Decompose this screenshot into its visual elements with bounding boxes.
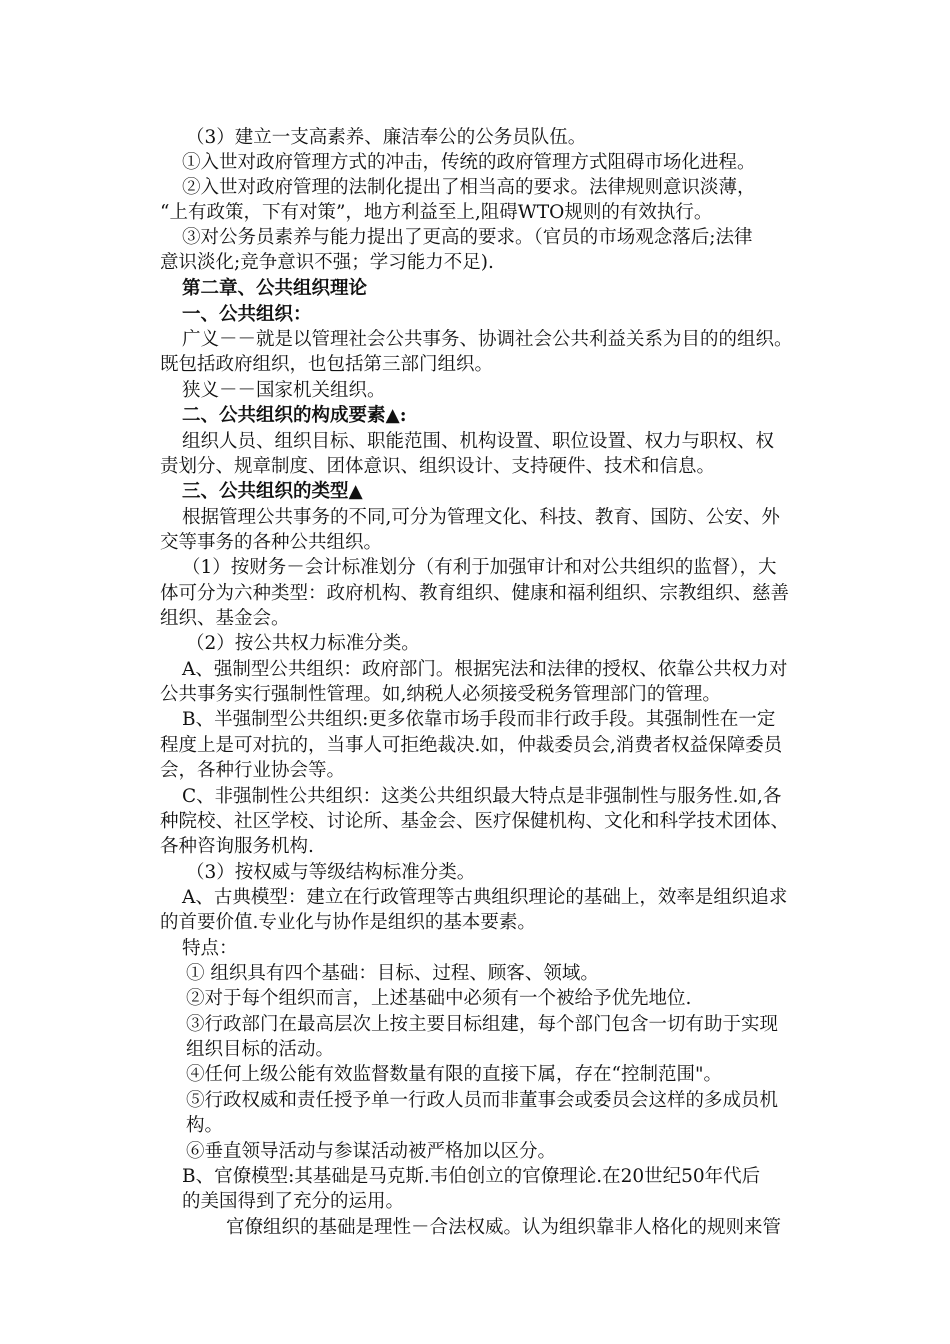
text-line: ③行政部门在最高层次上按主要目标组建，每个部门包含一切有助于实现 — [186, 1014, 779, 1035]
text-line: ①入世对政府管理方式的冲击，传统的政府管理方式阻碍市场化进程。 — [182, 152, 756, 173]
text-line: （1）按财务－会计标准划分（有利于加强审计和对公共组织的监督），大 — [182, 557, 777, 578]
text-line: 组织、基金会。 — [160, 608, 290, 629]
text-line: 的美国得到了充分的运用。 — [182, 1191, 405, 1212]
text-line: ① 组织具有四个基础：目标、过程、顾客、领域。 — [186, 963, 599, 984]
text-line: A、古典模型：建立在行政管理等古典组织理论的基础上，效率是组织追求 — [182, 887, 788, 908]
section-heading: 一、公共组织： — [182, 304, 312, 325]
text-line: （3）按权威与等级结构标准分类。 — [186, 862, 476, 883]
text-line: 构。 — [186, 1115, 224, 1136]
text-line: （3）建立一支高素养、廉洁奉公的公务员队伍。 — [186, 127, 587, 148]
text-line: 根据管理公共事务的不同,可分为管理文化、科技、教育、国防、公安、外 — [182, 507, 780, 528]
text-line: 组织目标的活动。 — [186, 1039, 335, 1060]
text-line: 会，各种行业协会等。 — [160, 760, 346, 781]
text-line: 程度上是可对抗的，当事人可拒绝裁决.如，仲裁委员会,消费者权益保障委员 — [160, 735, 783, 756]
text-line: 责划分、规章制度、团体意识、组织设计、支持硬件、技术和信息。 — [160, 456, 716, 477]
text-line: 各种咨询服务机构. — [160, 836, 314, 857]
text-line: 意识淡化;竞争意识不强；学习能力不足). — [160, 252, 494, 273]
text-line: ②入世对政府管理的法制化提出了相当高的要求。法律规则意识淡薄， — [182, 177, 756, 198]
text-line: A、强制型公共组织：政府部门。根据宪法和法律的授权、依靠公共权力对 — [182, 659, 788, 680]
text-line: B、官僚模型:其基础是马克斯.韦伯创立的官僚理论.在20世纪50年代后 — [182, 1166, 761, 1187]
text-line: “上有政策，下有对策”，地方利益至上,阻碍WTO规则的有效执行。 — [160, 202, 713, 223]
text-line: （2）按公共权力标准分类。 — [186, 633, 420, 654]
text-line: C、非强制性公共组织：这类公共组织最大特点是非强制性与服务性.如,各 — [182, 786, 782, 807]
text-line: ②对于每个组织而言，上述基础中必须有一个被给予优先地位. — [186, 988, 692, 1009]
text-line: ⑥垂直领导活动与参谋活动被严格加以区分。 — [186, 1141, 557, 1162]
text-line: 特点： — [182, 938, 238, 959]
text-line: 官僚组织的基础是理性－合法权威。认为组织靠非人格化的规则来管 — [226, 1217, 782, 1238]
text-line: 交等事务的各种公共组织。 — [160, 532, 383, 553]
text-line: 的首要价值.专业化与协作是组织的基本要素。 — [160, 912, 536, 933]
text-line: 广义－－就是以管理社会公共事务、协调社会公共利益关系为目的的组织。 — [182, 329, 793, 350]
text-line: 种院校、社区学校、讨论所、基金会、医疗保健机构、文化和科学技术团体、 — [160, 811, 790, 832]
text-line: ⑤行政权威和责任授予单一行政人员而非董事会或委员会这样的多成员机 — [186, 1090, 779, 1111]
text-line: 狭义－－国家机关组织。 — [182, 380, 386, 401]
text-line: B、半强制型公共组织:更多依靠市场手段而非行政手段。其强制性在一定 — [182, 709, 776, 730]
text-line: 体可分为六种类型：政府机构、教育组织、健康和福利组织、宗教组织、慈善 — [160, 583, 790, 604]
section-heading: 二、公共组织的构成要素▲: — [182, 405, 407, 426]
text-line: ④任何上级公能有效监督数量有限的直接下属，存在“控制范围"。 — [186, 1064, 722, 1085]
text-line: 公共事务实行强制性管理。如,纳税人必须接受税务管理部门的管理。 — [160, 684, 721, 705]
text-line: 组织人员、组织目标、职能范围、机构设置、职位设置、权力与职权、权 — [182, 431, 775, 452]
text-line: 既包括政府组织，也包括第三部门组织。 — [160, 354, 494, 375]
chapter-heading: 第二章、公共组织理论 — [182, 278, 368, 299]
section-heading: 三、公共组织的类型▲ — [182, 481, 363, 502]
text-line: ③对公务员素养与能力提出了更高的要求。（官员的市场观念落后;法律 — [182, 227, 753, 248]
